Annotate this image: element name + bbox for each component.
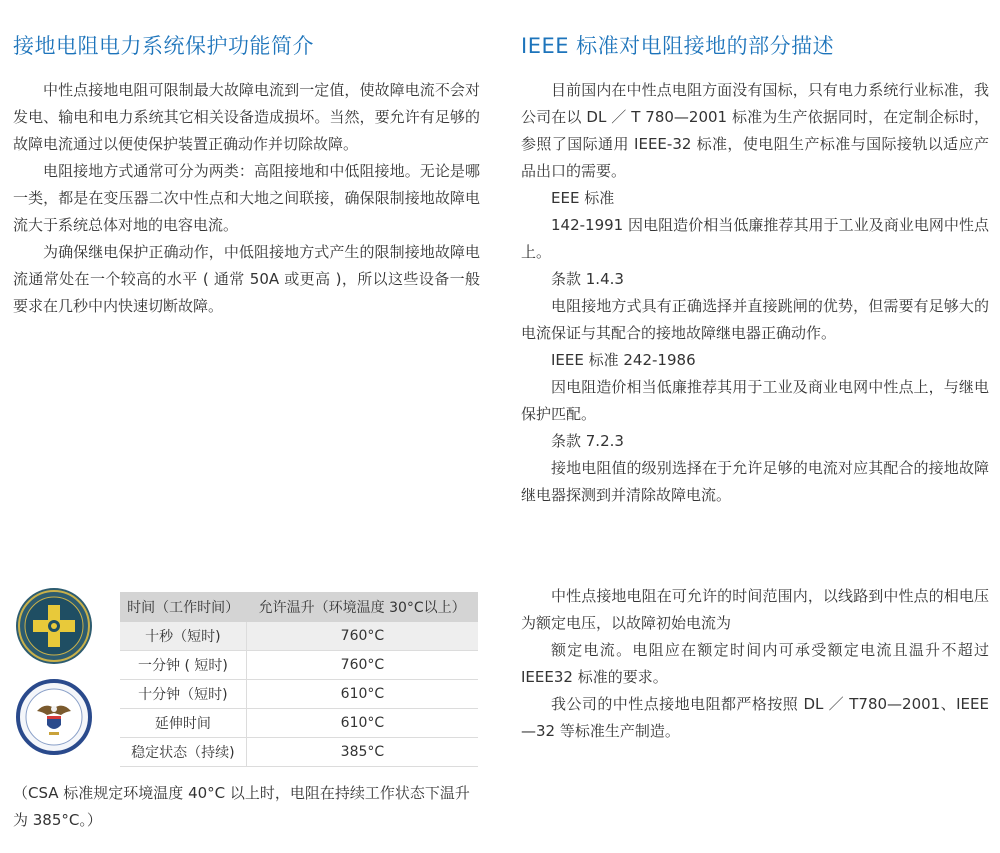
left-paragraph: 电阻接地方式通常可分为两类：高阻接地和中低阻接地。无论是哪一类，都是在变压器二次中性点和大地之间联接，确保限制接地故障电流大于系统总体对地的电容电流。 <box>13 162 480 234</box>
right-paragraph: 接地电阻值的级别选择在于允许足够的电流对应其配合的接地故障继电器探测到并清除故障电流。 <box>521 459 989 504</box>
right-paragraph: 因电阻造价相当低廉推荐其用于工业及商业电网中性点上，与继电保护匹配。 <box>521 378 989 423</box>
left-body <box>13 77 480 320</box>
table-cell: 十分钟（短时) <box>120 680 246 709</box>
right-paragraph: 电阻接地方式具有正确选择并直接跳闸的优势，但需要有足够大的电流保证与其配合的接地故障继电器正确动作。 <box>521 297 989 342</box>
table-cell: 610°C <box>246 680 478 709</box>
right-paragraph: IEEE 标准 242-1986 <box>551 351 696 369</box>
table-cell: 610°C <box>246 709 478 738</box>
table-cell: 稳定状态（持续) <box>120 738 246 767</box>
column-header: 允许温升（环境温度 30°C以上） <box>246 592 478 622</box>
table-row <box>120 680 478 709</box>
table-cell: 385°C <box>246 738 478 767</box>
table-cell: 十秒（短时) <box>120 622 246 651</box>
table-row <box>120 709 478 738</box>
left-title: 接地电阻电力系统保护功能简介 <box>13 34 314 58</box>
eagle-seal-icon <box>15 678 93 756</box>
right-paragraph: 中性点接地电阻在可允许的时间范围内，以线路到中性点的相电压为额定电压，以故障初始电流为 <box>521 587 989 632</box>
temperature-rise-table <box>120 592 478 767</box>
right-title: IEEE 标准对电阻接地的部分描述 <box>521 34 835 58</box>
csa-note: （CSA 标准规定环境温度 40°C 以上时，电阻在持续工作状态下温升为 385°C。） <box>13 784 470 829</box>
table-row <box>120 738 478 767</box>
table-row <box>120 622 478 651</box>
left-paragraph: 中性点接地电阻可限制最大故障电流到一定值，使故障电流不会对发电、输电和电力系统其它相关设备造成损坏。当然，要允许有足够的故障电流通过以便使保护装置正确动作并切除故障。 <box>13 81 480 153</box>
table-cell: 760°C <box>246 622 478 651</box>
right-paragraph: 条款 7.2.3 <box>551 432 624 450</box>
table-cell: 延伸时间 <box>120 709 246 738</box>
right-paragraph: 142-1991 因电阻造价相当低廉推荐其用于工业及商业电网中性点上。 <box>521 216 989 261</box>
right-paragraph: 我公司的中性点接地电阻都严格按照 DL ／ T780—2001、IEEE—32 等标准生产制造。 <box>521 695 989 740</box>
right-body <box>521 77 989 509</box>
column-header: 时间（工作时间） <box>120 592 246 622</box>
table-header-row <box>120 592 478 622</box>
certification-seal-icon <box>15 587 93 665</box>
right-paragraph: 条款 1.4.3 <box>551 270 624 288</box>
right-body-lower <box>521 583 989 745</box>
right-paragraph: EEE 标准 <box>551 189 615 207</box>
right-paragraph: 额定电流。电阻应在额定时间内可承受额定电流且温升不超过 IEEE32 标准的要求。 <box>521 641 989 686</box>
left-paragraph: 为确保继电保护正确动作，中低阻接地方式产生的限制接地故障电流通常处在一个较高的水平 ( 通常 50A 或更高 )，所以这些设备一般要求在几秒中内快速切断故障。 <box>13 243 480 315</box>
table-cell: 760°C <box>246 651 478 680</box>
table-cell: 一分钟 ( 短时) <box>120 651 246 680</box>
table-row <box>120 651 478 680</box>
right-paragraph: 目前国内在中性点电阻方面没有国标，只有电力系统行业标准，我公司在以 DL ／ T 780—2001 标准为生产依据同时，在定制企标时，参照了国际通用 IEEE-32 标准，使电阻生产标准与国际接轨以适应产品出口的需要。 <box>521 81 989 180</box>
